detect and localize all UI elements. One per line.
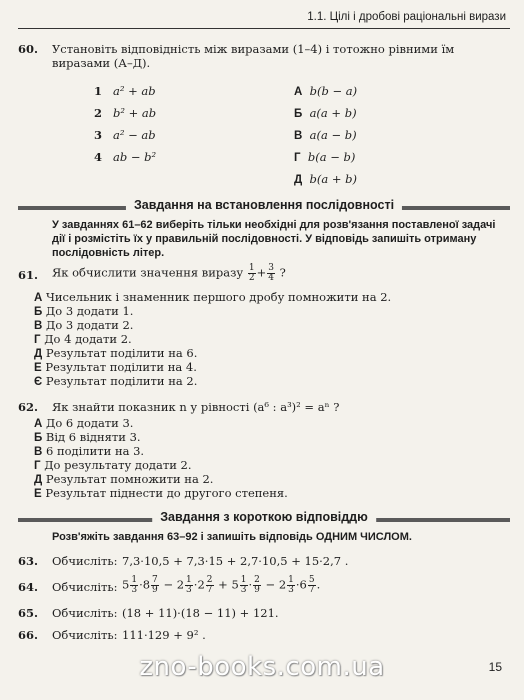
chapter-title: 1.1. Цілі і дробові раціональні вирази <box>307 11 506 23</box>
fraction: $\frac{1}{3}$ <box>186 575 192 595</box>
question-number: 62. <box>18 400 39 414</box>
match-right-item: В a(a − b) <box>294 128 357 142</box>
question-number: 64. <box>18 580 39 594</box>
page-number: 15 <box>488 660 502 674</box>
match-right-item: Б a(a + b) <box>294 106 357 120</box>
option-item: Є Результат поділити на 2. <box>34 374 198 388</box>
option-item: Б До 3 додати 1. <box>34 304 134 318</box>
match-left-item: 1 a² + ab <box>94 84 156 98</box>
question-label: Обчисліть: <box>52 580 118 594</box>
option-item: Г До 4 додати 2. <box>34 332 132 346</box>
section-heading-short-answer <box>18 510 510 528</box>
watermark: zno-books.com.ua <box>139 652 385 682</box>
option-item: Г До результату додати 2. <box>34 458 192 472</box>
question-64 <box>18 576 510 598</box>
option-item: Е Результат піднести до другого степеня. <box>34 486 288 500</box>
option-item: Д Результат помножити на 2. <box>34 472 214 486</box>
section-heading-sequence <box>18 198 510 216</box>
question-number: 66. <box>18 628 39 642</box>
question-text: Установіть відповідність між виразами (1–4) і тотожно рівними їм виразами (А–Д). <box>52 42 455 70</box>
option-item: В До 3 додати 2. <box>34 318 134 332</box>
match-left-item: 2 b² + ab <box>94 106 157 120</box>
section-instruction: Розв'яжіть завдання 63–92 і запишіть відповідь ОДНИМ ЧИСЛОМ. <box>52 531 412 543</box>
section-title: Завдання з короткою відповіддю <box>152 510 376 524</box>
question-expression: 7,3·10,5 + 7,3·15 + 2,7·10,5 + 15·2,7 . <box>122 554 349 568</box>
question-number: 60. <box>18 42 39 56</box>
question-label: Обчисліть: <box>52 628 118 642</box>
fraction: $\frac{1}{2}$ <box>248 263 255 283</box>
option-item: Б Від 6 відняти 3. <box>34 430 141 444</box>
fraction: $\frac{1}{3}$ <box>240 575 247 595</box>
match-right-item: Г b(a − b) <box>294 150 356 164</box>
question-label: Обчисліть: <box>52 554 118 568</box>
question-label: Обчисліть: <box>52 606 118 620</box>
option-item: А Чисельник і знаменник першого дробу помножити на 2. <box>34 290 392 304</box>
fraction: $\frac{5}{7}$ <box>308 575 315 595</box>
question-text: Як знайти показник n у рівності (a⁶ : a³)² = aⁿ ? <box>52 400 340 414</box>
match-left-item: 4 ab − b² <box>94 150 157 164</box>
option-item: Е Результат поділити на 4. <box>34 360 197 374</box>
question-expression: 111·129 + 9² . <box>122 628 206 642</box>
fraction: $\frac{3}{4}$ <box>268 263 274 283</box>
question-text: Як обчислити значення виразу $\frac{1}{2}$ + $\frac{3}{4}$ ? <box>52 263 286 283</box>
page-header <box>18 10 510 29</box>
option-item: А До 6 додати 3. <box>34 416 134 430</box>
fraction: $\frac{2}{9}$ <box>254 575 260 595</box>
question-number: 63. <box>18 554 39 568</box>
fraction: $\frac{1}{3}$ <box>288 575 294 595</box>
section-instruction: У завданнях 61–62 виберіть тільки необхідні для розв'язання поставленої задачі дії і розмістіть їх у правильній послідовності. У відповідь запишіть отриману послідовність літер. <box>52 219 496 259</box>
option-item: В 6 поділити на 3. <box>34 444 145 458</box>
match-left-item: 3 a² − ab <box>94 128 156 142</box>
fraction: $\frac{2}{7}$ <box>206 575 213 595</box>
fraction: $\frac{7}{9}$ <box>152 575 158 595</box>
question-expression: 5 $\frac{1}{3}$ ·8 $\frac{7}{9}$ − 2 $\frac{1}{3}$ ·2 $\frac{2}{7}$ + 5 $\frac{1}{3}$ · $\frac{2}{9}$ − 2 $\frac{1}{3}$ ·6 $\frac{5}{7}$ . <box>122 575 321 595</box>
question-number: 65. <box>18 606 39 620</box>
match-right-item: Д b(a + b) <box>294 172 358 186</box>
match-right-item: А b(b − a) <box>294 84 358 98</box>
option-item: Д Результат поділити на 6. <box>34 346 198 360</box>
question-expression: (18 + 11)·(18 − 11) + 121. <box>122 606 279 620</box>
fraction: $\frac{1}{3}$ <box>131 575 138 595</box>
question-number: 61. <box>18 268 39 282</box>
section-title: Завдання на встановлення послідовності <box>126 198 402 212</box>
question-61 <box>18 264 510 282</box>
